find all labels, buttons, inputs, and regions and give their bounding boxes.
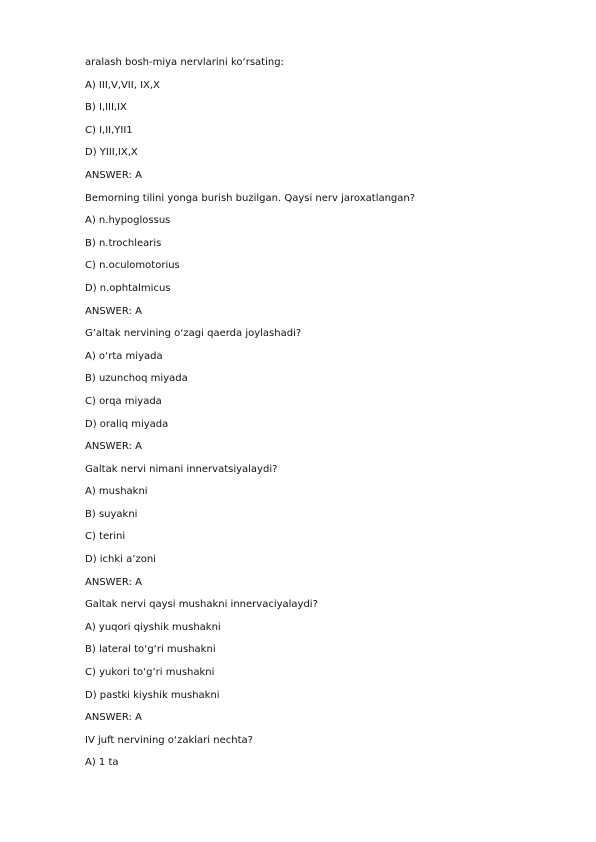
option-b: B) uzunchoq miyada <box>85 373 188 385</box>
option-a: A) 1 ta <box>85 757 119 769</box>
question-stem: IV juft nervining o‘zaklari nechta? <box>85 734 253 746</box>
option-a: A) mushakni <box>85 486 148 498</box>
question-stem: G’altak nervining o‘zagi qaerda joylashadi? <box>85 328 302 340</box>
option-d: D) n.ophtalmicus <box>85 282 171 294</box>
option-a: A) o‘rta miyada <box>85 350 163 362</box>
answer-line: ANSWER: A <box>85 441 142 453</box>
option-c: C) terini <box>85 531 126 543</box>
option-d: D) YIII,IX,X <box>85 147 138 159</box>
option-b: B) lateral to‘g‘ri mushakni <box>85 644 216 656</box>
option-a: A) n.hypoglossus <box>85 215 171 227</box>
option-b: B) suyakni <box>85 508 138 520</box>
question-stem: aralash bosh-miya nervlarini ko‘rsating: <box>85 57 284 68</box>
option-d: D) ichki a’zoni <box>85 554 156 566</box>
option-c: C) yukori to‘g‘ri mushakni <box>85 667 215 679</box>
question-list <box>85 56 545 779</box>
option-d: D) oraliq miyada <box>85 418 169 430</box>
answer-line: ANSWER: A <box>85 712 142 724</box>
option-a: A) III,V,VII, IX,X <box>85 79 160 91</box>
question-stem: Galtak nervi nimani innervatsiyalaydi? <box>85 463 278 475</box>
option-c: C) orqa miyada <box>85 395 162 407</box>
answer-line: ANSWER: A <box>85 305 142 317</box>
question-stem: Galtak nervi qaysi mushakni innervaciyalaydi? <box>85 599 318 611</box>
option-a: A) yuqori qiyshik mushakni <box>85 621 221 633</box>
option-c: C) n.oculomotorius <box>85 260 180 272</box>
option-d: D) pastki kiyshik mushakni <box>85 689 220 701</box>
option-b: B) I,III,IX <box>85 102 127 114</box>
answer-line: ANSWER: A <box>85 169 142 181</box>
option-c: C) I,II,YII1 <box>85 124 133 136</box>
answer-line: ANSWER: A <box>85 576 142 588</box>
question-stem: Bemorning tilini yonga burish buzilgan. Qaysi nerv jaroxatlangan? <box>85 192 416 204</box>
option-b: B) n.trochlearis <box>85 237 162 249</box>
